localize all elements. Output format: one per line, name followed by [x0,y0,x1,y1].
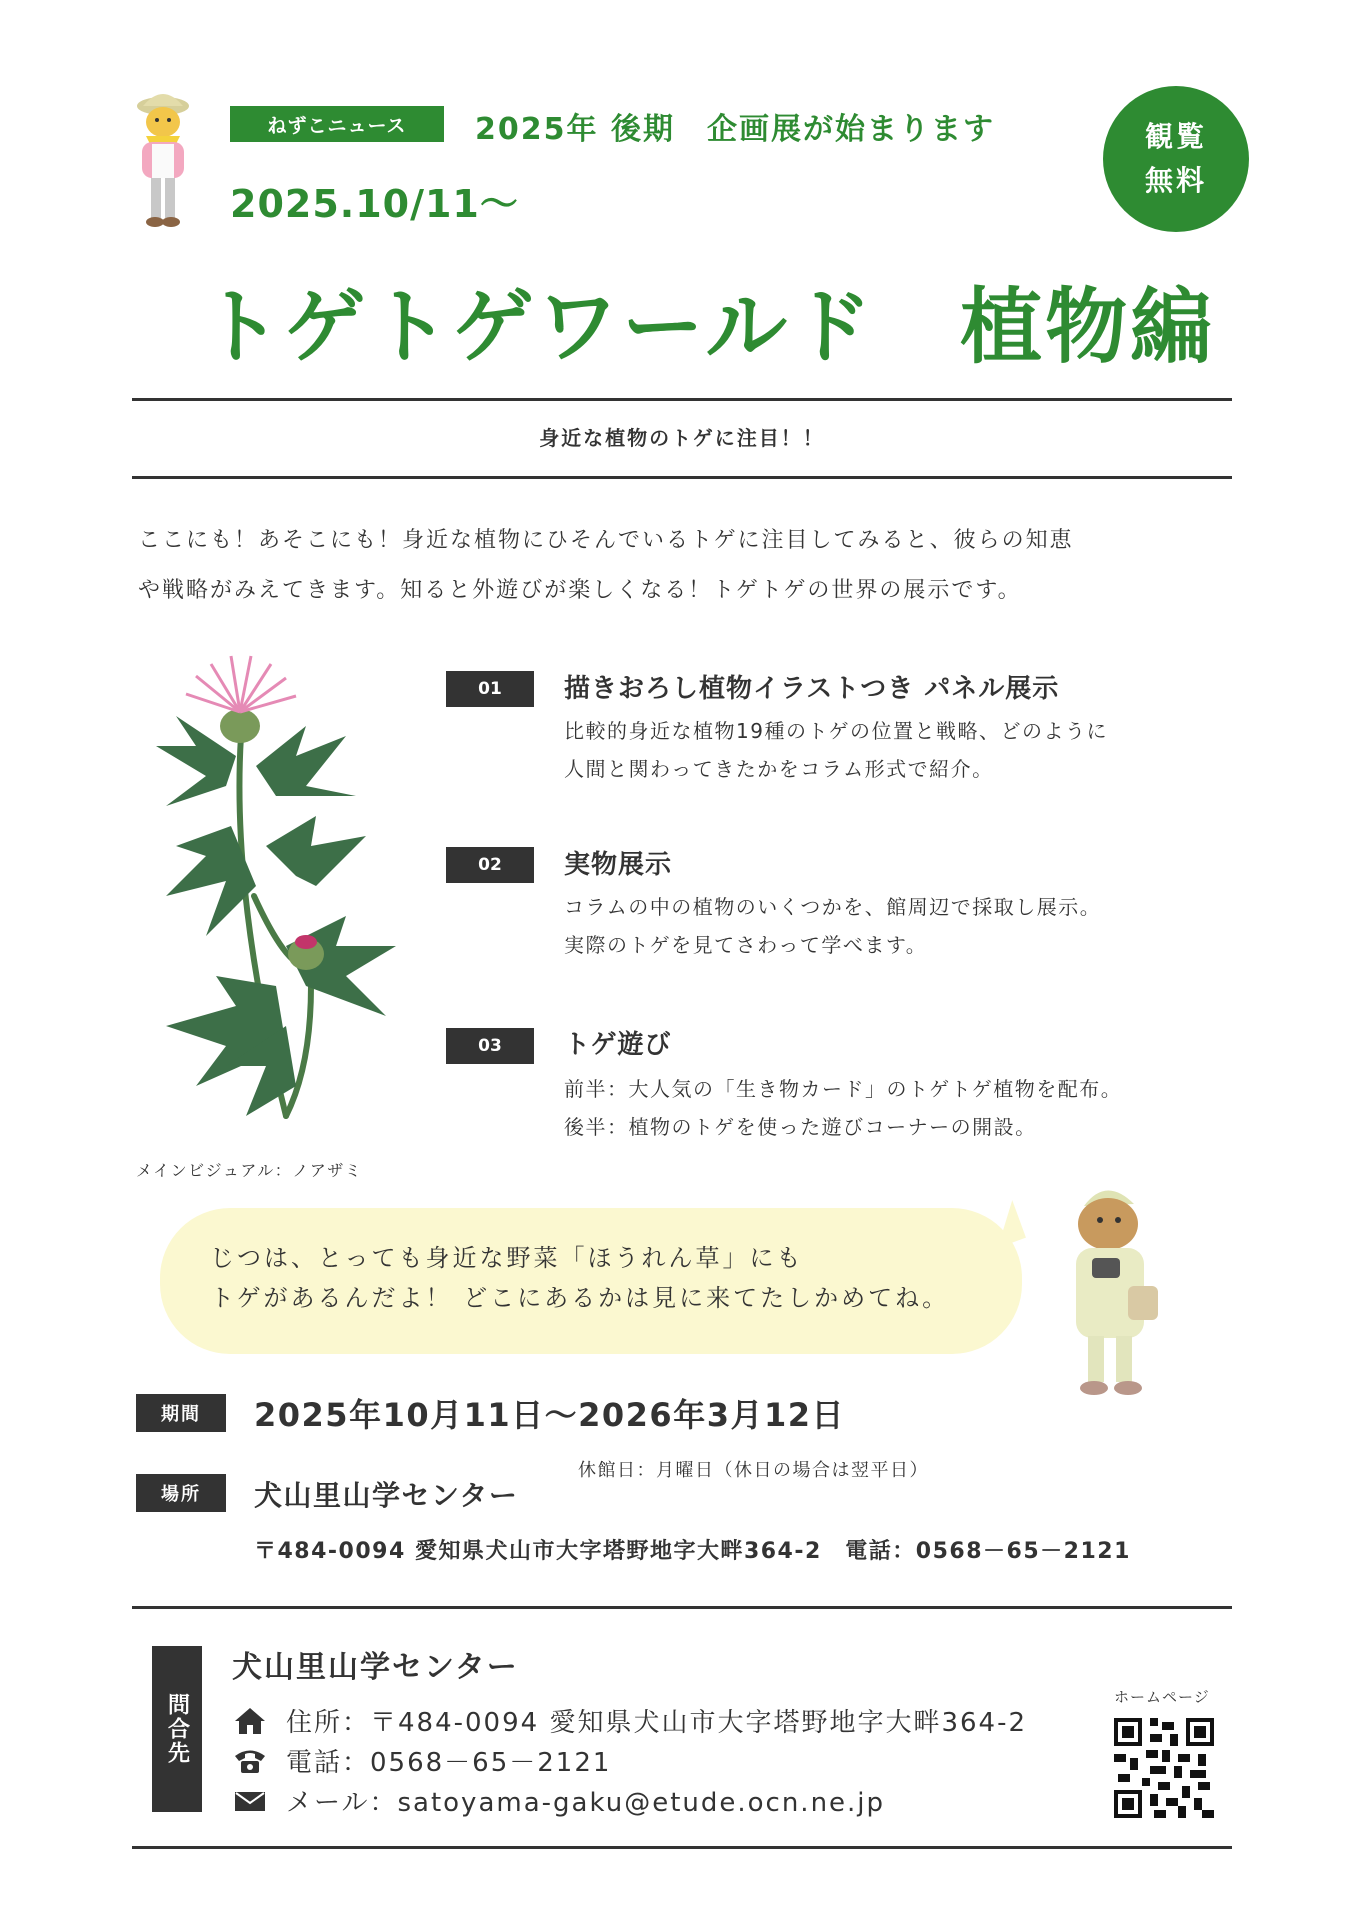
intro-line-1: ここにも！あそこにも！身近な植物にひそんでいるトゲに注目してみると、彼らの知恵 [138,528,1074,553]
home-icon [232,1706,268,1736]
place-value: 犬山里山学センター [254,1479,519,1512]
item-desc-line: 人間と関わってきたかをコラム形式で紹介。 [564,757,994,781]
contact-email: メール：satoyama-gaku@etude.ocn.ne.jp [286,1788,886,1818]
speech-line-2: トゲがあるんだよ！ どこにあるかは見に来てたしかめてね。 [210,1284,950,1312]
item-title-03: トゲ遊び [564,1030,672,1060]
mascot-explorer-illustration [1056,1176,1176,1406]
item-number-02: 02 [446,847,534,883]
item-desc-01 [564,712,1108,788]
item-title-02: 実物展示 [564,850,673,880]
intro-line-2: や戦略がみえてきます。知ると外遊びが楽しくなる！トゲトゲの世界の展示です。 [138,578,1022,603]
divider [132,1606,1232,1609]
start-date: 2025.10/11～ [230,182,519,226]
period-label: 期間 [136,1394,226,1432]
divider [132,1846,1232,1849]
place-label: 場所 [136,1474,226,1512]
divider [132,476,1232,479]
free-badge-line-2: 無料 [1144,164,1207,197]
contact-email-row [232,1782,885,1819]
contact-phone: 電話：0568－65－2121 [286,1748,612,1778]
phone-icon [232,1746,268,1776]
news-tag: ねずこニュース [230,106,444,142]
place-address: 〒484-0094 愛知県犬山市大字塔野地字大畔364-2 電話：0568－65－2121 [254,1539,1131,1564]
headline: 2025年 後期 企画展が始まります [475,112,995,147]
contact-address: 住所：〒484-0094 愛知県犬山市大字塔野地字大畔364-2 [286,1708,1027,1738]
free-admission-badge [1103,86,1249,232]
contact-label: 問合先 [152,1646,202,1812]
closed-days: 休館日：月曜日（休日の場合は翌平日） [578,1460,929,1481]
visual-caption: メインビジュアル：ノアザミ [136,1161,363,1180]
mail-icon [232,1786,268,1816]
mascot-hiker-illustration [128,86,198,236]
item-desc-line: 比較的身近な植物19種のトゲの位置と戦略、どのように [564,719,1109,743]
contact-address-row [232,1702,1027,1739]
homepage-label: ホームページ [1114,1688,1210,1706]
thistle-illustration [136,646,426,1126]
item-title-01: 描きおろし植物イラストつき パネル展示 [564,674,1060,704]
item-desc-line: 実際のトゲを見てさわって学べます。 [564,933,928,957]
item-number-01: 01 [446,671,534,707]
item-desc-line: 後半：植物のトゲを使った遊びコーナーの開設。 [564,1115,1037,1139]
item-desc-line: コラムの中の植物のいくつかを、館周辺で採取し展示。 [564,895,1102,919]
speech-text [210,1238,949,1318]
divider [132,398,1232,401]
item-desc-03 [564,1070,1122,1146]
period-value: 2025年10月11日～2026年3月12日 [254,1396,845,1434]
main-title: トゲトゲワールド 植物編 [200,280,1216,375]
speech-line-1: じつは、とっても身近な野菜「ほうれん草」にも [210,1244,804,1272]
item-number-03: 03 [446,1028,534,1064]
item-desc-line: 前半：大人気の「生き物カード」のトゲトゲ植物を配布。 [564,1077,1123,1101]
intro-text [138,516,1238,616]
contact-name: 犬山里山学センター [232,1650,519,1685]
contact-phone-row [232,1742,611,1779]
qr-code-icon[interactable] [1114,1718,1214,1818]
subtitle: 身近な植物のトゲに注目！！ [539,426,825,450]
free-badge-line-1: 観覧 [1144,120,1207,153]
item-desc-02 [564,888,1101,964]
